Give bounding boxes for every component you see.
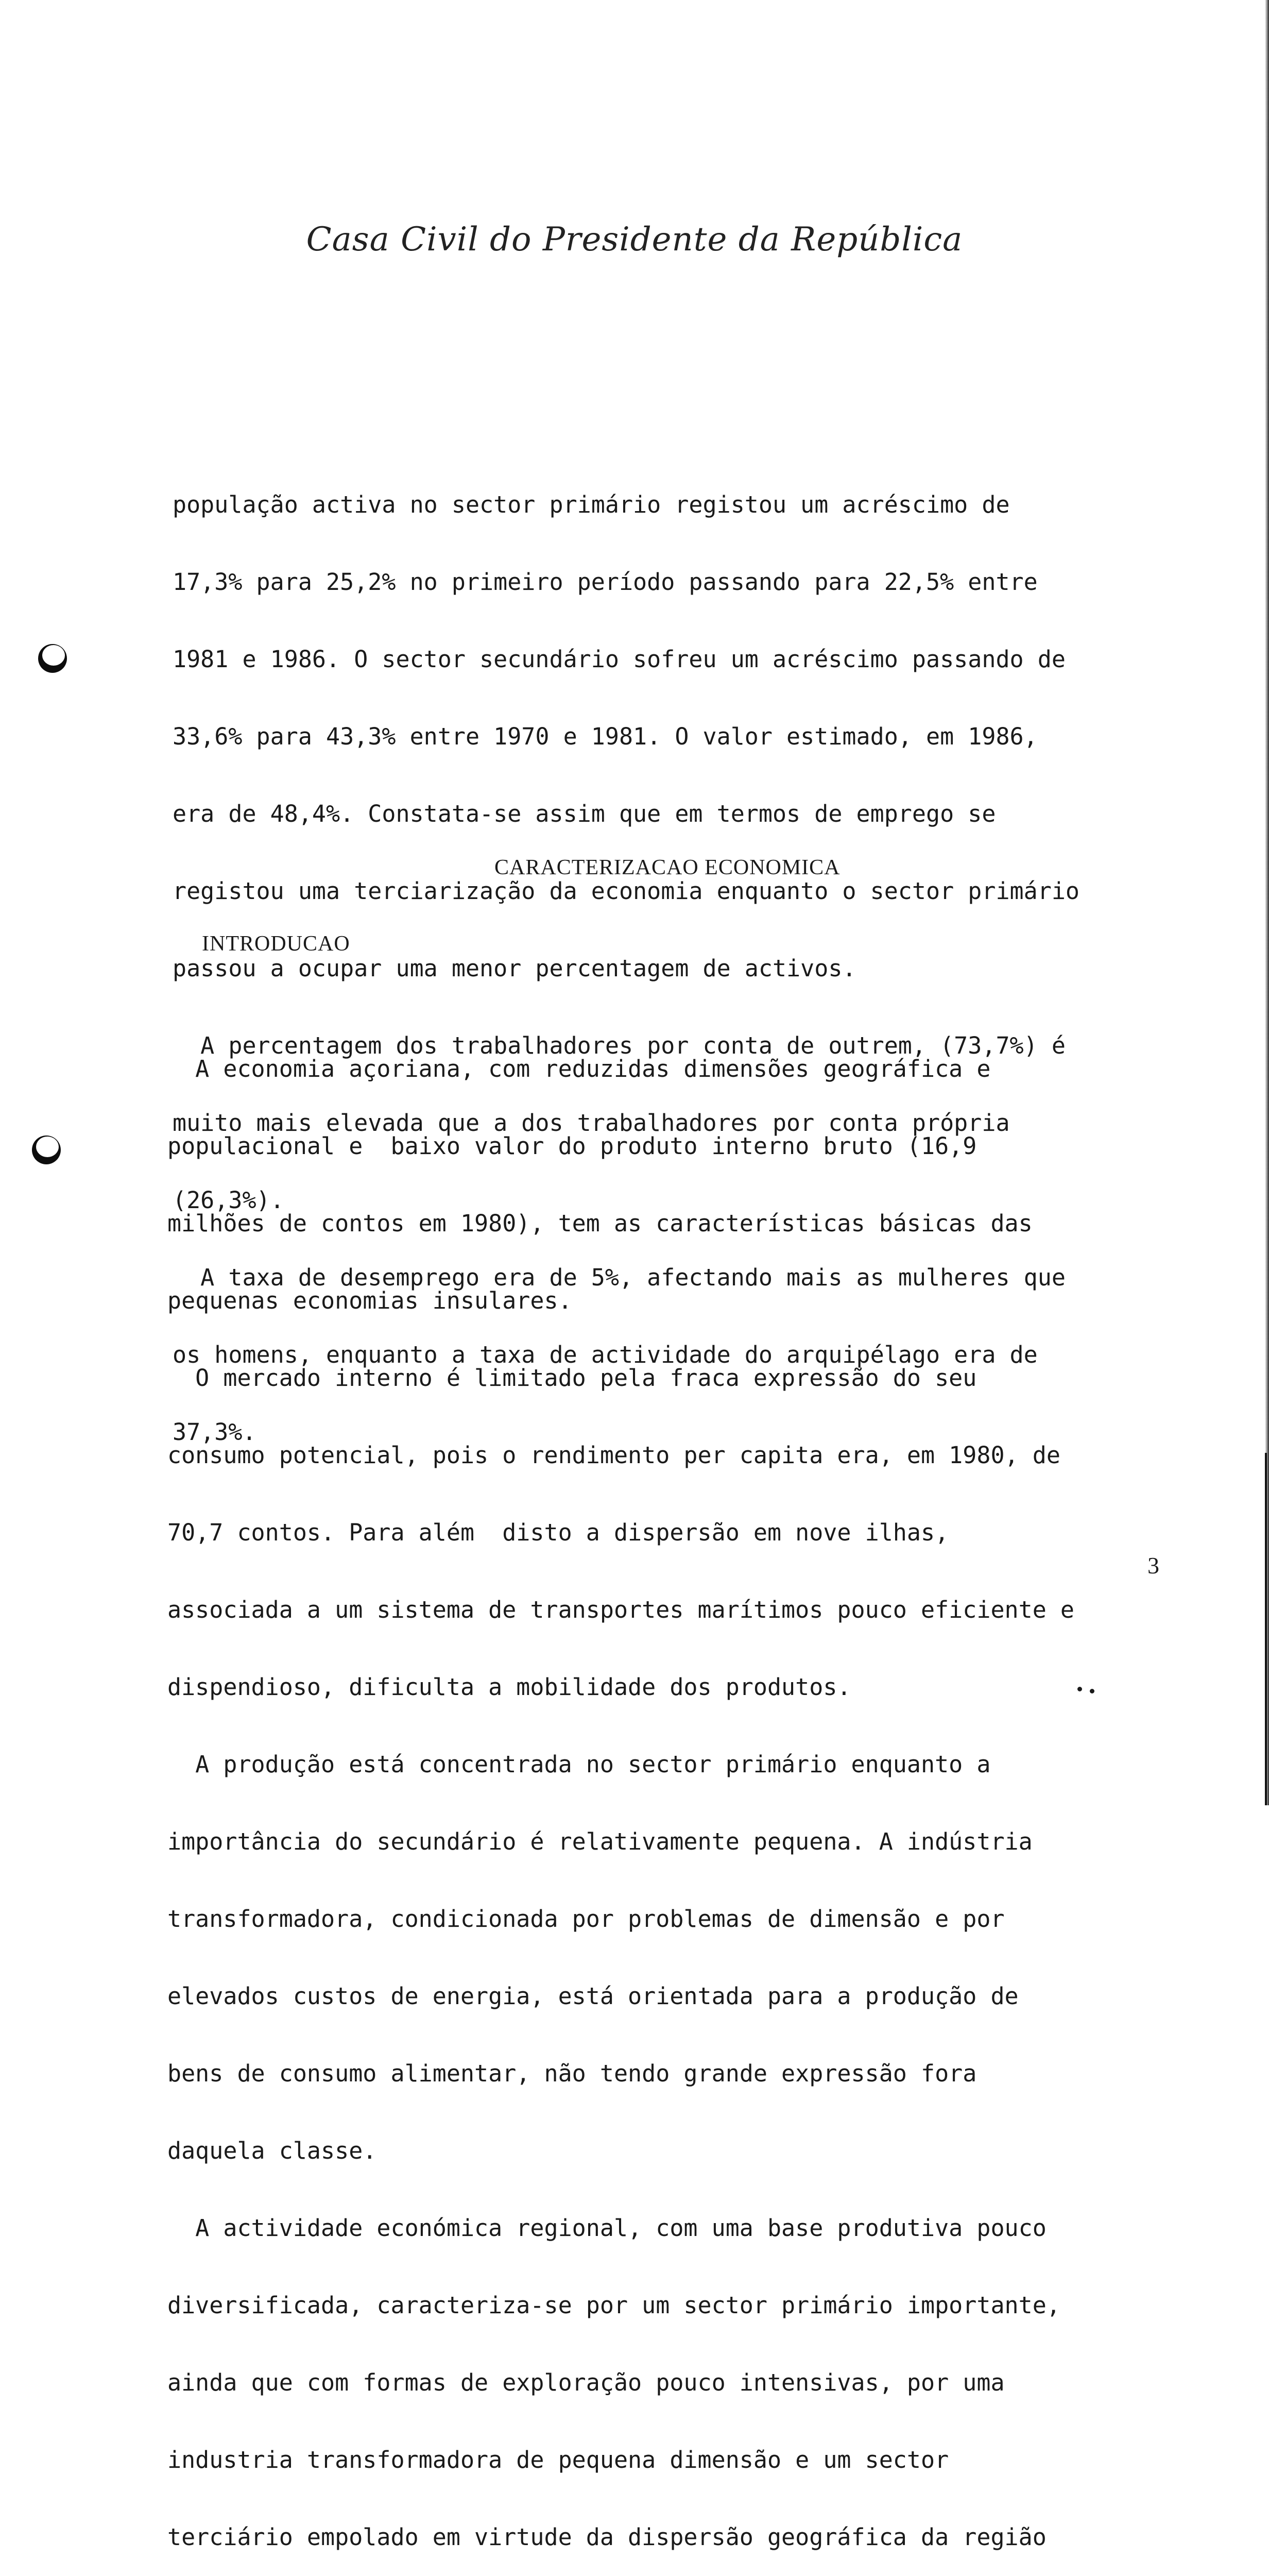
text-line: muito mais elevada que a dos trabalhadores por conta própria: [173, 1109, 1010, 1137]
section-heading: CARACTERIZACAO ECONOMICA: [494, 856, 841, 879]
ink-dots-mark: [1077, 1686, 1098, 1693]
text-line: A produção está concentrada no sector primário enquanto a: [167, 1751, 991, 1778]
text-line: bens de consumo alimentar, não tendo grande expressão fora: [167, 2060, 977, 2087]
text-line: daquela classe.: [167, 2137, 377, 2164]
text-line: 37,3%.: [173, 1418, 256, 1446]
text-line: consumo potencial, pois o rendimento per capita era, em 1980, de: [167, 1442, 1060, 1469]
text-line: pequenas economias insulares.: [167, 1287, 572, 1314]
text-line: era de 48,4%. Constata-se assim que em termos de emprego se: [173, 800, 996, 827]
punch-hole-mark: [38, 644, 67, 673]
text-line: população activa no sector primário registou um acréscimo de: [173, 491, 1010, 518]
subsection-heading: INTRODUCAO: [202, 932, 350, 956]
text-line: A actividade económica regional, com uma base produtiva pouco: [167, 2214, 1047, 2242]
text-line: milhões de contos em 1980), tem as características básicas das: [167, 1210, 1033, 1237]
text-line: (26,3%).: [173, 1187, 284, 1214]
text-line: registou uma terciarização da economia enquanto o sector primário: [173, 877, 1079, 905]
text-line: A percentagem dos trabalhadores por conta de outrem, (73,7%) é: [173, 1032, 1066, 1059]
page-edge-dark-strip: [1265, 1453, 1267, 1805]
text-line: 70,7 contos. Para além disto a dispersão em nove ilhas,: [167, 1519, 949, 1546]
text-line: terciário empolado em virtude da dispersão geográfica da região: [167, 2523, 1047, 2551]
text-line: 33,6% para 43,3% entre 1970 e 1981. O valor estimado, em 1986,: [173, 723, 1038, 750]
body-text-introduction: [167, 1005, 1172, 2576]
text-line: 1981 e 1986. O sector secundário sofreu um acréscimo passando de: [173, 646, 1066, 673]
text-line: dispendioso, dificulta a mobilidade dos produtos.: [167, 1673, 851, 1701]
text-line: A economia açoriana, com reduzidas dimensões geográfica e: [167, 1055, 991, 1082]
text-line: associada a um sistema de transportes marítimos pouco eficiente e: [167, 1596, 1074, 1623]
page-number: 3: [1147, 1552, 1159, 1579]
text-line: A taxa de desemprego era de 5%, afectando mais as mulheres que: [173, 1264, 1066, 1291]
text-line: ainda que com formas de exploração pouco intensivas, por uma: [167, 2369, 1005, 2396]
text-line: elevados custos de energia, está orientada para a produção de: [167, 1982, 1019, 2010]
text-line: O mercado interno é limitado pela fraca expressão do seu: [167, 1364, 977, 1392]
text-line: populacional e baixo valor do produto interno bruto (16,9: [167, 1132, 977, 1160]
text-line: transformadora, condicionada por problemas de dimensão e por: [167, 1905, 1005, 1933]
punch-hole-mark: [32, 1136, 61, 1164]
text-line: importância do secundário é relativamente pequena. A indústria: [167, 1828, 1033, 1855]
text-line: passou a ocupar uma menor percentagem de activos.: [173, 955, 856, 982]
text-line: os homens, enquanto a taxa de actividade do arquipélago era de: [173, 1341, 1038, 1368]
text-line: diversificada, caracteriza-se por um sector primário importante,: [167, 2292, 1060, 2319]
text-line: 17,3% para 25,2% no primeiro período passando para 22,5% entre: [173, 568, 1038, 596]
letterhead-title: Casa Civil do Presidente da República: [306, 221, 963, 259]
text-line: industria transformadora de pequena dimensão e um sector: [167, 2446, 949, 2473]
